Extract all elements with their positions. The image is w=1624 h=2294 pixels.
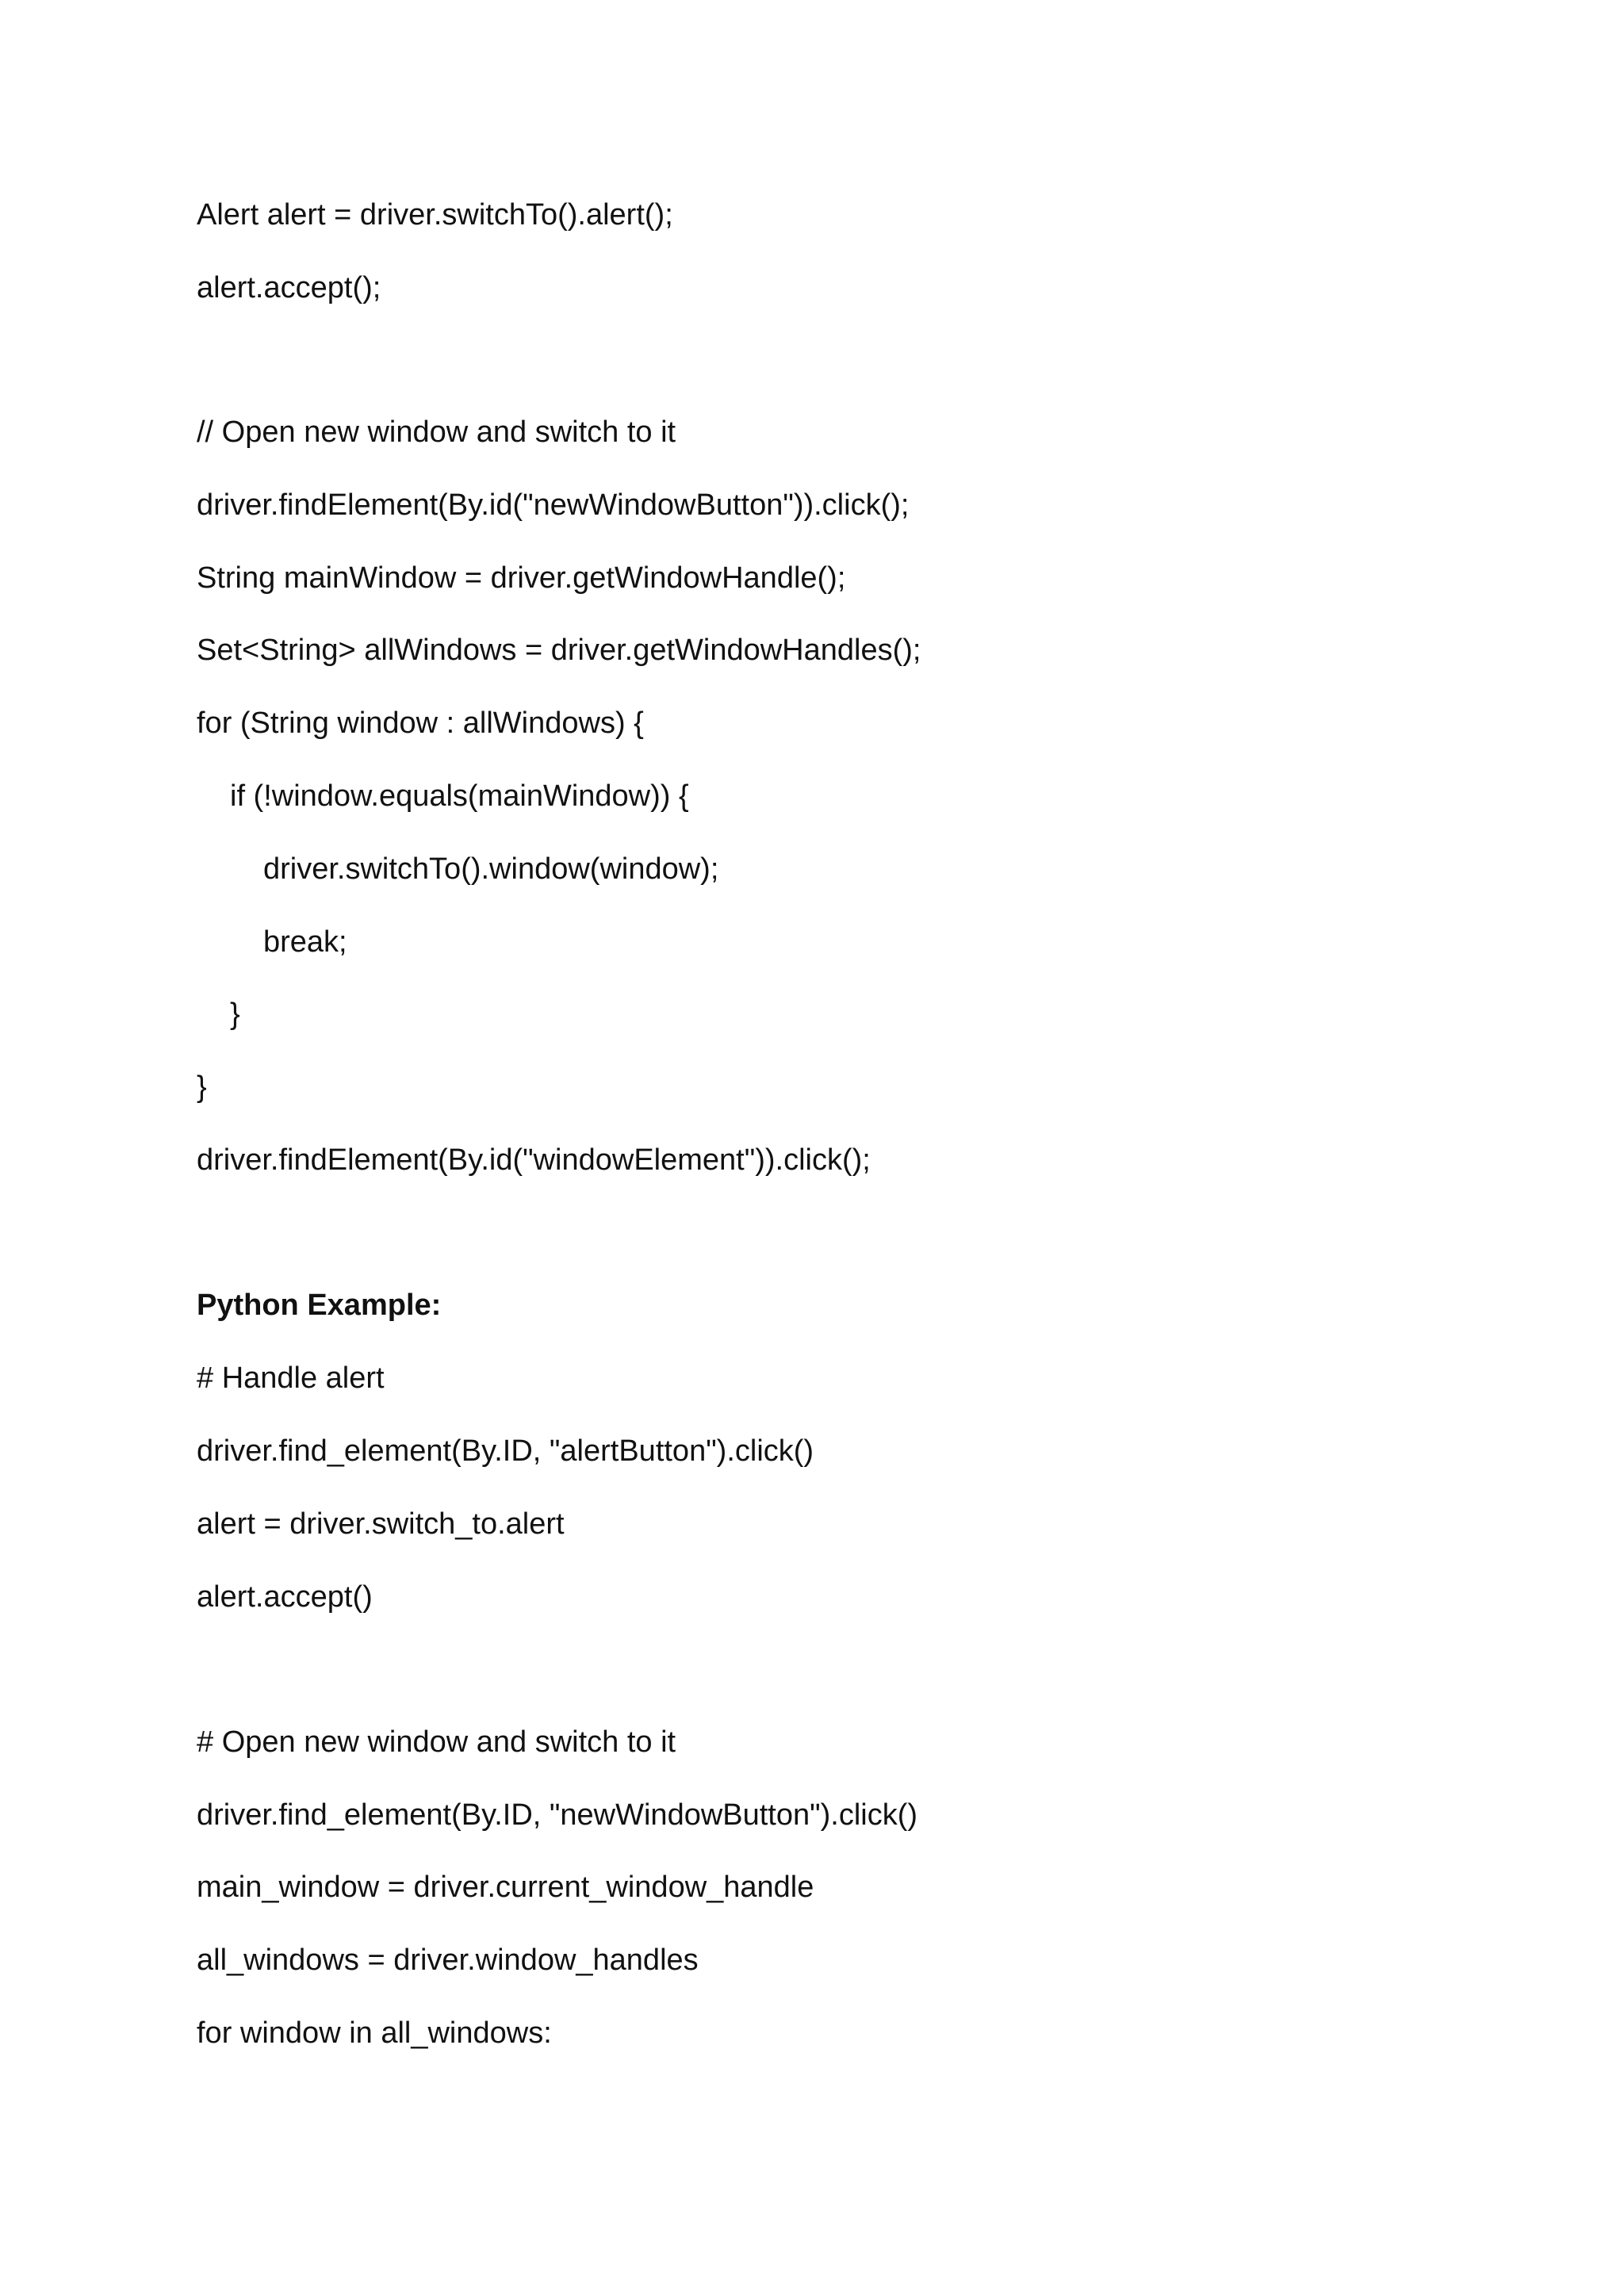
python-code-comment: # Handle alert xyxy=(197,1361,385,1395)
python-example-heading: Python Example: xyxy=(197,1289,442,1322)
python-code-line: all_windows = driver.window_handles xyxy=(197,1944,699,1977)
java-code-line: Alert alert = driver.switchTo().alert(); xyxy=(197,198,673,232)
java-code-line: for (String window : allWindows) { xyxy=(197,707,644,740)
java-code-comment: // Open new window and switch to it xyxy=(197,416,676,449)
java-code-line: break; xyxy=(263,925,347,959)
python-code-line: driver.find_element(By.ID, "alertButton").click() xyxy=(197,1434,814,1468)
java-code-line: String mainWindow = driver.getWindowHandle(); xyxy=(197,561,846,595)
python-code-line: driver.find_element(By.ID, "newWindowButton").click() xyxy=(197,1798,918,1832)
python-code-comment: # Open new window and switch to it xyxy=(197,1725,676,1759)
java-code-line: } xyxy=(197,1070,207,1104)
java-code-line: } xyxy=(230,998,240,1031)
java-code-line: driver.findElement(By.id("windowElement")).click(); xyxy=(197,1143,871,1177)
java-code-line: driver.switchTo().window(window); xyxy=(263,852,719,886)
python-code-line: main_window = driver.current_window_handle xyxy=(197,1871,814,1904)
java-code-line: Set<String> allWindows = driver.getWindowHandles(); xyxy=(197,634,921,667)
python-code-line: alert = driver.switch_to.alert xyxy=(197,1507,565,1541)
java-code-line: if (!window.equals(mainWindow)) { xyxy=(230,779,689,813)
java-code-line: alert.accept(); xyxy=(197,271,381,304)
python-code-line: for window in all_windows: xyxy=(197,2016,552,2050)
python-code-line: alert.accept() xyxy=(197,1580,373,1614)
java-code-line: driver.findElement(By.id("newWindowButton")).click(); xyxy=(197,488,910,522)
